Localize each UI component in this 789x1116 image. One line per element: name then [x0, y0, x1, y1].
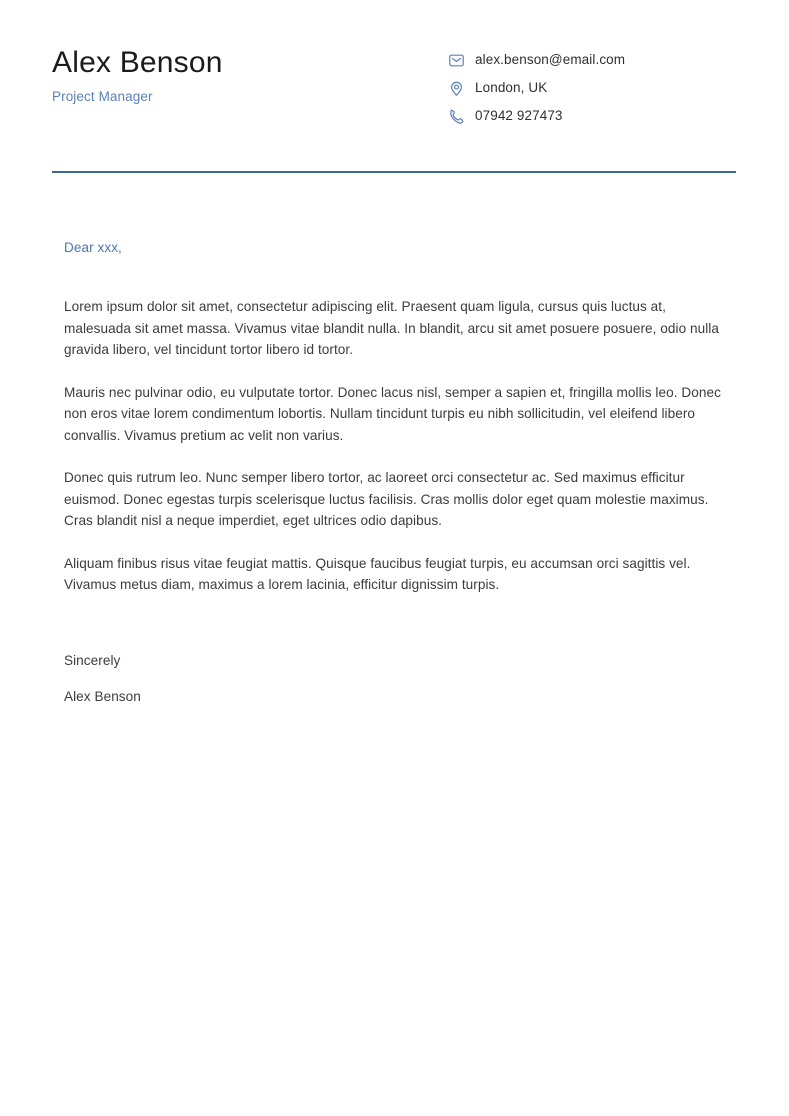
- contact-item-phone: [447, 106, 736, 126]
- letter-closing: Sincerely: [64, 653, 121, 668]
- letter-header: [52, 44, 736, 126]
- letter-closing-block: [64, 650, 464, 707]
- contact-item-location: [447, 78, 736, 98]
- identity-block: [52, 44, 447, 107]
- letter-paragraph: Lorem ipsum dolor sit amet, consectetur adipiscing elit. Praesent quam ligula, cursus quis luctus at, malesuada sit amet massa. Vivamus vitae blandit nulla. In blandit, arcu sit amet posuere posuere, odio nulla gravida libero, vel tincidunt tortor libero id tortor.: [64, 299, 719, 357]
- header-divider: [52, 171, 736, 173]
- letter-body: [64, 238, 726, 596]
- candidate-job-title: Project Manager: [52, 89, 153, 104]
- contact-value-phone: 07942 927473: [475, 108, 563, 123]
- map-pin-icon: [447, 79, 465, 97]
- letter-paragraph: Mauris nec pulvinar odio, eu vulputate tortor. Donec lacus nisl, semper a sapien et, fringilla mollis leo. Donec non eros vitae lorem condimentum lobortis. Nullam tincidunt turpis eu nibh sollicitudin, vel eleifend libero convallis. Vivamus pretium ac velit non varius.: [64, 384, 721, 443]
- contact-value-email: alex.benson@email.com: [475, 52, 626, 67]
- contact-item-email: [447, 50, 736, 70]
- contact-value-location: London, UK: [475, 80, 548, 95]
- letter-paragraph: Donec quis rutrum leo. Nunc semper libero tortor, ac laoreet orci consectetur ac. Sed maximus efficitur euismod. Donec egestas turpis scelerisque luctus facilisis. Cras mollis dolor eget quam molestie maximus. Cras blandit nisl a neque imperdiet, eget ultrices odio dapibus.: [64, 470, 709, 528]
- letter-paragraph: Aliquam finibus risus vitae feugiat mattis. Quisque faucibus feugiat turpis, eu accumsan orci sagittis vel. Vivamus metus diam, maximus a lorem lacinia, efficitur dignissim turpis.: [64, 555, 691, 592]
- letter-salutation: Dear xxx,: [64, 240, 122, 255]
- letter-signature: Alex Benson: [64, 689, 141, 704]
- envelope-icon: [447, 51, 465, 69]
- phone-icon: [447, 107, 465, 125]
- contact-list: [447, 44, 736, 126]
- candidate-name: Alex Benson: [52, 46, 223, 79]
